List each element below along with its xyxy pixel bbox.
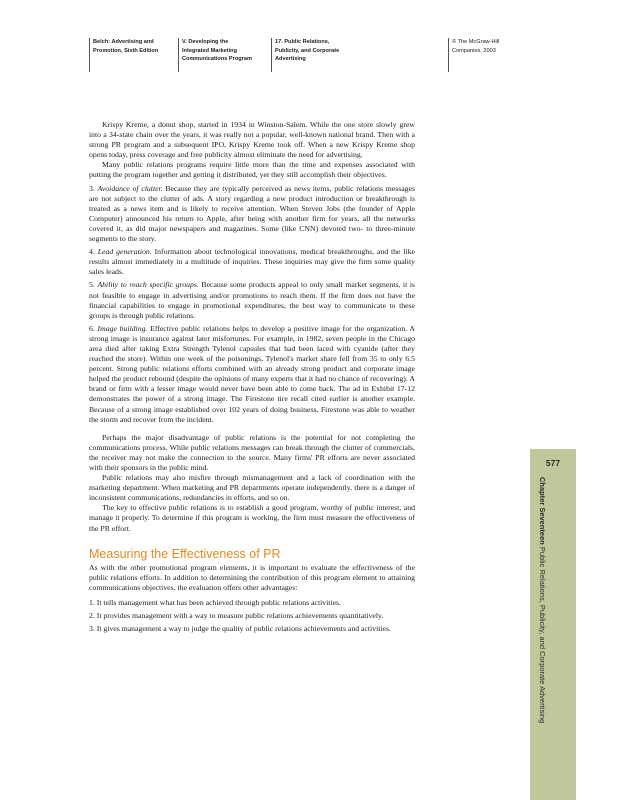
section-heading: Measuring the Effectiveness of PR — [89, 546, 281, 561]
page-number: 577 — [545, 458, 561, 468]
item-number: 6. — [89, 323, 95, 333]
item-text: Effective public relations helps to develop a positive image for the organization. A strong image is insurance against later misfortunes. For example, in 1982, seven people in the Chicago area died after taking Extra Strength Tylenol capsules that had been laced with cyanide (after they reached the store). Within one week of the poisonings, Tylenol's market share fell from 35 to only 6.5 percent. Strong public relations efforts combined with an already strong product and corporate image helped the product rebound (despite the opinions of many experts that it had no chance of recovering). A brand or firm with a lesser image would never have been able to come back. The ad in Exhibit 17-12 demonstrates the power of a strong image. The Firestone tire recall cited earlier is another example. Because of a strong image established over 102 years of doing business, Firestone was able to weather the storm and recover from the incident. — [89, 323, 416, 424]
header-text: V. Developing the — [182, 39, 229, 45]
header-text: Promotion, Sixth Edition — [93, 47, 159, 54]
list-item: 3. It gives management a way to judge the quality of public relations achievements and activities. — [89, 624, 391, 634]
paragraph: Krispy Kreme, a donut shop, started in 1934 in Winston-Salem. While the one store slowly grew into a 34-state chain over the years, it was really not a popular, well-known national brand. Then with a strong PR program and a subsequent IPO, Krispy Kreme took off. When a new Krispy Kreme shop opens today, press coverage and free publicity almost eliminate the need for advertising. — [89, 120, 415, 160]
item-text: Because some products appeal to only small market segments, it is not feasible to engage in advertising and/or promotions to reach them. If the firm does not have the financial capabilities to engage in promotional expenditures, the best way to communicate to these groups is through public relations. — [89, 280, 416, 320]
item-number: 4. — [89, 247, 95, 257]
header-text: 17. Public Relations, — [275, 39, 330, 45]
header-text: Communications Program — [182, 56, 252, 62]
list-item: 1. It tells management what has been achieved through public relations activities. — [89, 597, 342, 607]
header-book-title — [89, 38, 173, 72]
item-title: Avoidance of clutter. — [97, 183, 163, 193]
header-part-title — [178, 38, 268, 72]
item-number: 5. — [89, 280, 95, 290]
item-text: Because they are typically perceived as news items, public relations messages are not subject to the clutter of ads. A story regarding a new product introduction or breakthrough is treated as a news item and is likely to receive attention. When Steven Jobs (the founder of Apple Computer) announced his return to Apple, after being with another firm for years, all the networks covered it, as did major newspapers and magazines. Some (like CNN) devoted two- to three-minute segments to the story. — [89, 183, 415, 244]
paragraph: Public relations may also misfire through mismanagement and a lack of coordination with the marketing department. When marketing and PR departments operate independently, there is a danger of inconsistent communications, redundancies in efforts, and so on. — [89, 473, 415, 503]
list-item — [89, 280, 415, 320]
item-title: Image building. — [97, 323, 148, 333]
header-copyright — [448, 38, 536, 72]
header-chapter-title — [271, 38, 365, 72]
header-text: Publicity, and Corporate — [275, 47, 340, 54]
list-item — [89, 184, 415, 245]
paragraph: Perhaps the major disadvantage of public relations is the potential for not completing the communications process. While public relations messages can break through the clutter of commercials, the receiver may not make the connection to the source. Many firms' PR efforts are never associated with their sponsors in the public mind. — [89, 432, 415, 472]
header-text: Integrated Marketing — [182, 47, 238, 54]
paragraph: Many public relations programs require little more than the time and expenses associated with putting the program together and getting it distributed, yet they still accomplish their objectives. — [89, 160, 415, 180]
sidebar-chapter-label — [538, 477, 547, 723]
header-text: Companies, 2003 — [452, 47, 496, 54]
page-body — [89, 120, 415, 637]
chapter-title: Public Relations, Publicity, and Corporate Advertising — [538, 546, 547, 724]
item-text: Information about technological innovations, medical breakthroughs, and the like results almost immediately in a multitude of inquiries. These inquiries may give the firm some quality sales leads. — [89, 247, 416, 277]
chapter-number: Chapter Seventeen — [538, 477, 547, 545]
header-text: Belch: Advertising and — [93, 39, 154, 45]
advantages-list — [89, 598, 415, 634]
list-item — [89, 324, 415, 425]
list-item — [89, 247, 415, 277]
item-title: Ability to reach specific groups. — [97, 280, 199, 290]
item-number: 3. — [89, 183, 95, 193]
paragraph: The key to effective public relations is to establish a good program, worthy of public interest, and manage it properly. To determine if this program is working, the firm must measure the effectiveness of the PR effort. — [89, 503, 415, 533]
item-title: Lead generation. — [97, 247, 152, 257]
paragraph: As with the other promotional program elements, it is important to evaluate the effectiveness of the public relations efforts. In addition to determining the contribution of this program element to attaining communications objectives, the evaluation offers other advantages: — [89, 562, 415, 592]
header-text: Advertising — [275, 56, 306, 62]
header-text: © The McGraw-Hill — [452, 39, 500, 45]
list-item: 2. It provides management with a way to measure public relations achievements quantitatively. — [89, 611, 384, 621]
chapter-sidebar — [530, 449, 576, 800]
